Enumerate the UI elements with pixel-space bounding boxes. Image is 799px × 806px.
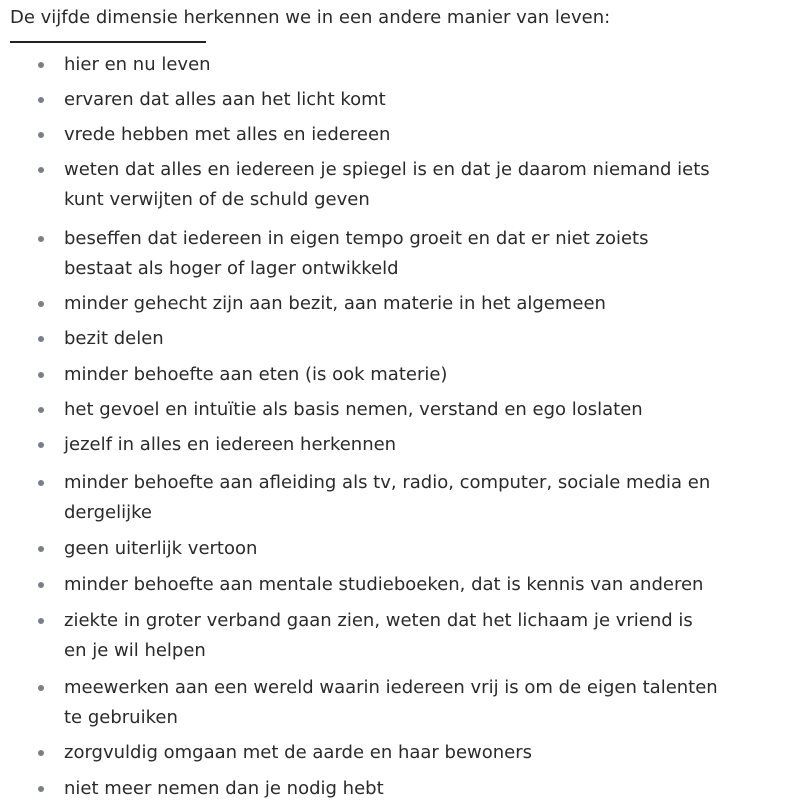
list-item-line: vrede hebben met alles en iedereen bbox=[64, 124, 391, 145]
list-item-line: weten dat alles en iedereen je spiegel is en dat je daarom niemand iets bbox=[64, 159, 710, 180]
list-item-line: minder behoefte aan eten (is ook materie) bbox=[64, 364, 448, 385]
list-item bbox=[64, 360, 792, 390]
bullet-icon bbox=[38, 786, 44, 792]
list-item-line: ziekte in groter verband gaan zien, weten dat het lichaam je vriend is bbox=[64, 610, 693, 631]
bullet-icon bbox=[38, 750, 44, 756]
bullet-icon bbox=[38, 62, 44, 68]
list-item bbox=[64, 430, 792, 460]
list-item bbox=[64, 50, 792, 80]
list-item-line: jezelf in alles en iedereen herkennen bbox=[64, 434, 397, 455]
list-item-line: beseffen dat iedereen in eigen tempo groeit en dat er niet zoiets bbox=[64, 228, 649, 249]
list-item-line: minder behoefte aan afleiding als tv, radio, computer, sociale media en bbox=[64, 472, 711, 493]
list-item-line: bezit delen bbox=[64, 328, 164, 349]
list-item-line: minder gehecht zijn aan bezit, aan materie in het algemeen bbox=[64, 293, 606, 314]
bullet-icon bbox=[38, 132, 44, 138]
bullet-icon bbox=[38, 301, 44, 307]
bullet-icon bbox=[38, 685, 44, 691]
list-item bbox=[64, 155, 792, 215]
list-item bbox=[64, 324, 792, 354]
bullet-icon bbox=[38, 97, 44, 103]
list-item bbox=[64, 606, 792, 666]
list-item bbox=[64, 738, 792, 768]
list-item bbox=[64, 468, 792, 528]
list-item bbox=[64, 85, 792, 115]
list-item-line: zorgvuldig omgaan met de aarde en haar bewoners bbox=[64, 742, 533, 763]
list-item-line: hier en nu leven bbox=[64, 54, 211, 75]
list-item-line: meewerken aan een wereld waarin iedereen vrij is om de eigen talenten bbox=[64, 677, 718, 698]
list-item-line: kunt verwijten of de schuld geven bbox=[64, 189, 370, 210]
list-item bbox=[64, 774, 792, 804]
list-item bbox=[64, 395, 792, 425]
list-item bbox=[64, 120, 792, 150]
list-item-line: en je wil helpen bbox=[64, 640, 206, 661]
bullet-icon bbox=[38, 407, 44, 413]
bullet-icon bbox=[38, 372, 44, 378]
list-item-line: dergelijke bbox=[64, 502, 152, 523]
intro-underline bbox=[10, 41, 206, 43]
list-item bbox=[64, 534, 792, 564]
bullet-icon bbox=[38, 442, 44, 448]
list-item-line: bestaat als hoger of lager ontwikkeld bbox=[64, 258, 399, 279]
list-item-line: ervaren dat alles aan het licht komt bbox=[64, 89, 386, 110]
list-item-line: het gevoel en intuïtie als basis nemen, verstand en ego loslaten bbox=[64, 399, 643, 420]
bullet-icon bbox=[38, 618, 44, 624]
list-item bbox=[64, 289, 792, 319]
bullet-icon bbox=[38, 546, 44, 552]
list-item-line: minder behoefte aan mentale studieboeken, dat is kennis van anderen bbox=[64, 574, 704, 595]
bullet-icon bbox=[38, 582, 44, 588]
bullet-icon bbox=[38, 167, 44, 173]
bullet-icon bbox=[38, 480, 44, 486]
list-item bbox=[64, 673, 792, 733]
list-item bbox=[64, 570, 792, 600]
list-item-line: niet meer nemen dan je nodig hebt bbox=[64, 778, 384, 799]
list-item bbox=[64, 224, 792, 284]
list-item-line: geen uiterlijk vertoon bbox=[64, 538, 258, 559]
intro-heading: De vijfde dimensie herkennen we in een andere manier van leven: bbox=[10, 7, 611, 28]
list-item-line: te gebruiken bbox=[64, 707, 178, 728]
bullet-icon bbox=[38, 336, 44, 342]
bullet-icon bbox=[38, 236, 44, 242]
